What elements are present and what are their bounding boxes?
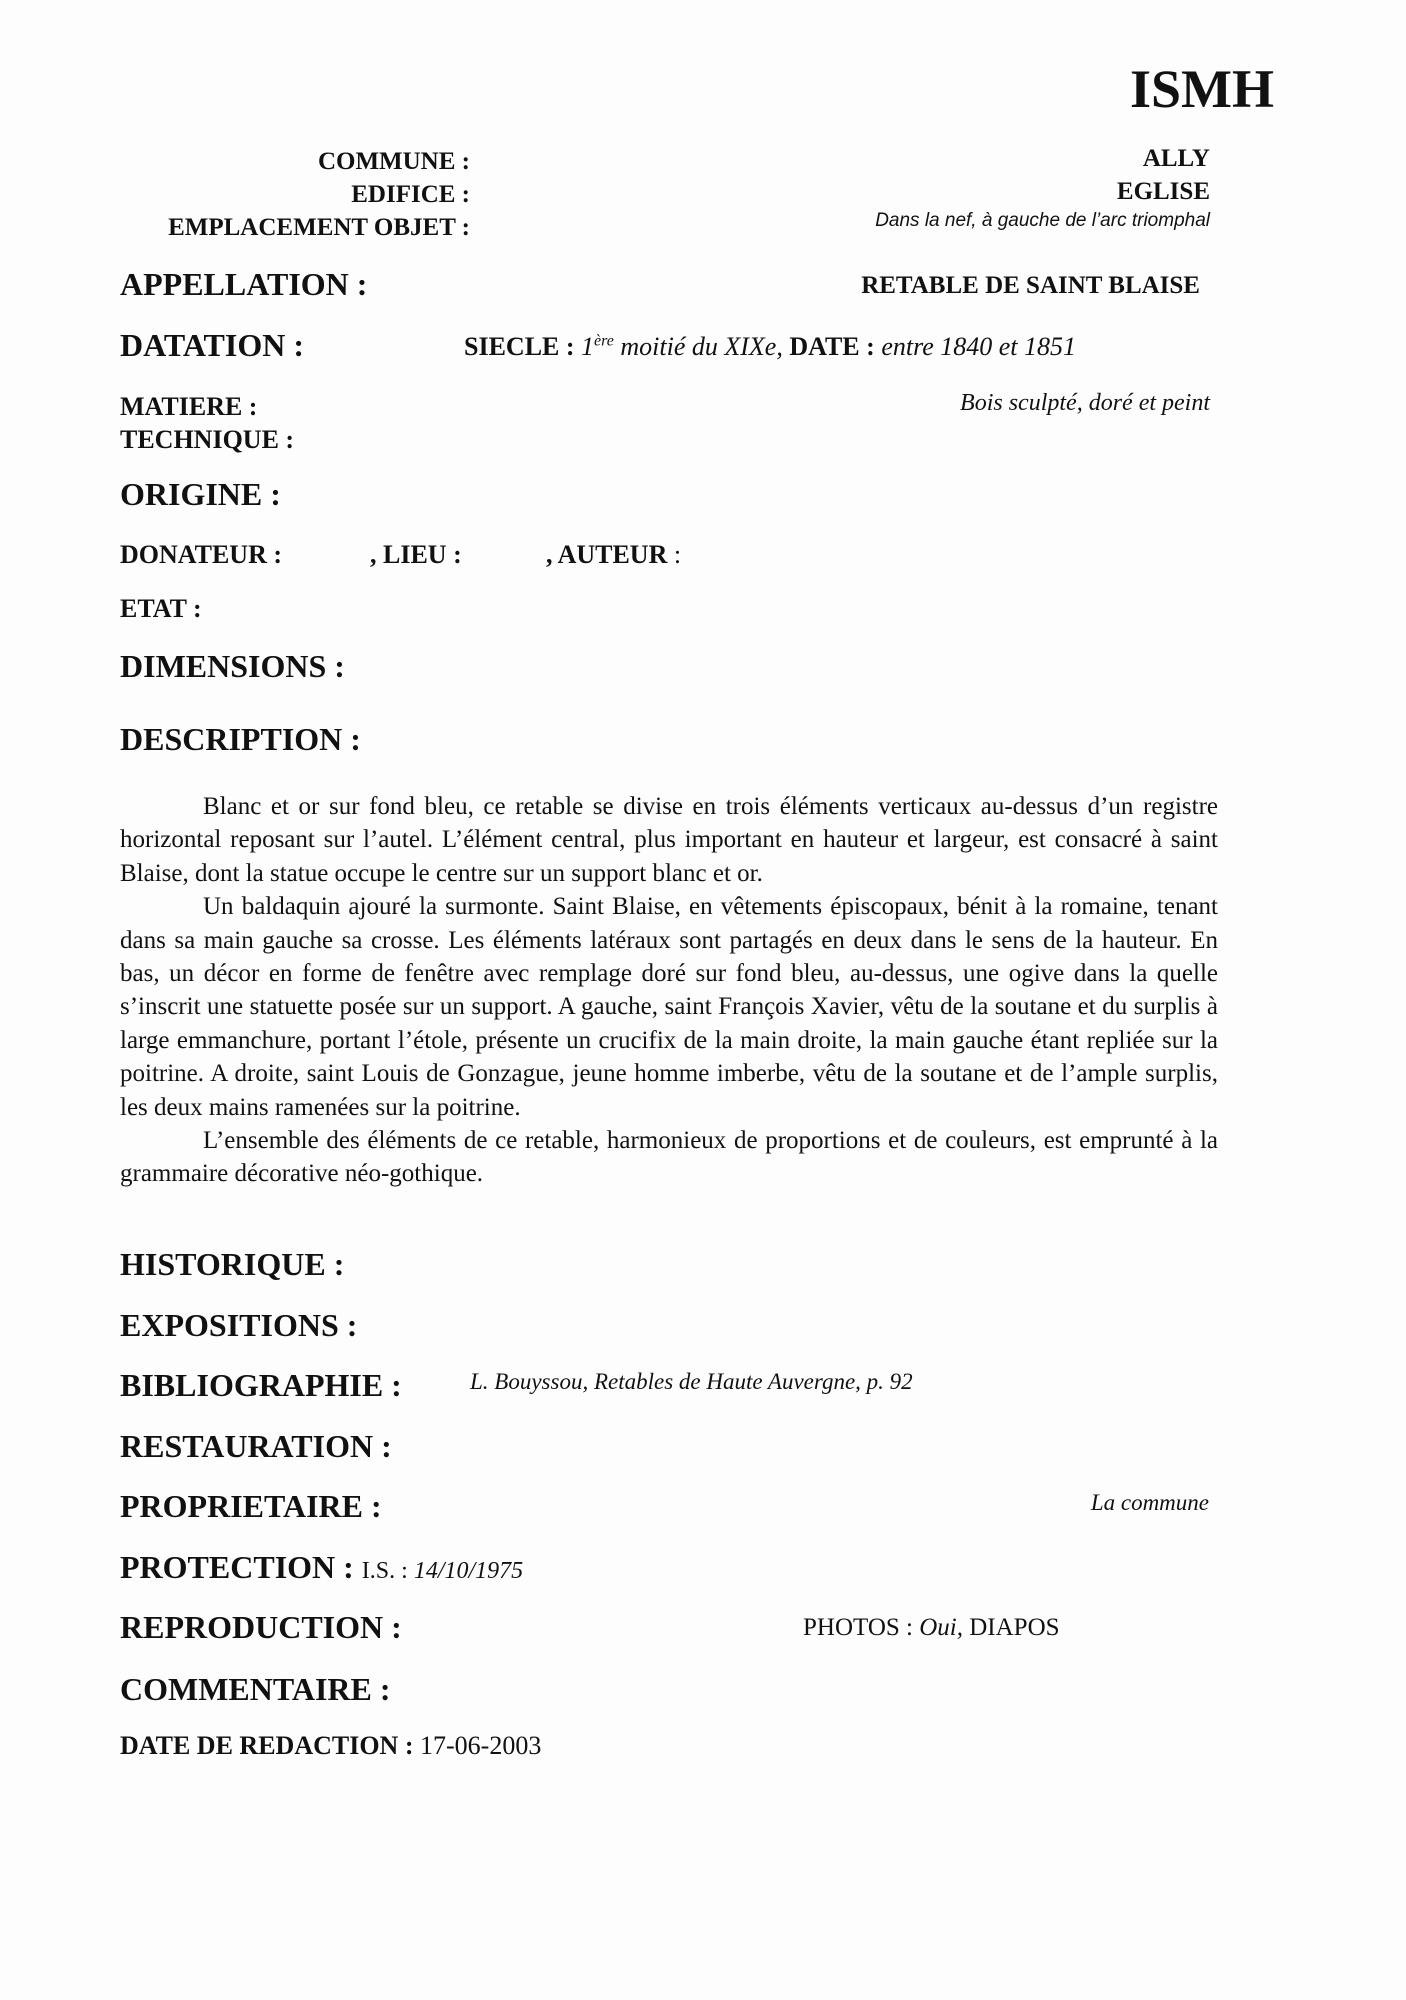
siecle-prefix: 1 [581, 332, 595, 361]
emplacement-label: EMPLACEMENT OBJET : [168, 214, 470, 241]
auteur-field [546, 540, 681, 570]
technique-label: TECHNIQUE : [120, 425, 295, 454]
protection-line [120, 1549, 523, 1586]
redaction-label: DATE DE REDACTION : [120, 1731, 420, 1760]
emplacement-value: Dans la nef, à gauche de l’arc triomphal [875, 210, 1210, 231]
description-text [120, 790, 1218, 1191]
expositions-label: EXPOSITIONS : [120, 1307, 358, 1343]
description-paragraph: L’ensemble des éléments de ce retable, harmonieux de proportions et de couleurs, est emprunté à la grammaire décorative néo-gothique. [120, 1127, 1218, 1188]
location-labels [120, 145, 470, 244]
reproduction-label: REPRODUCTION : [120, 1609, 402, 1645]
bibliographie-label: BIBLIOGRAPHIE : [120, 1367, 402, 1403]
date-value: entre 1840 et 1851 [881, 332, 1077, 361]
datation-value [464, 332, 1076, 362]
lieu-label: , LIEU : [370, 540, 462, 569]
matiere-label: MATIERE : [120, 392, 258, 421]
etat-label: ETAT : [120, 594, 202, 623]
date-label: DATE : [789, 332, 882, 361]
photos-field [803, 1614, 1060, 1642]
commune-value: ALLY [1142, 145, 1210, 172]
protection-label: PROTECTION : [120, 1549, 362, 1585]
description-paragraph: Blanc et or sur fond bleu, ce retable se divise en trois éléments verticaux au-dessus d’un registre horizontal reposant sur l’autel. L’élément central, plus important en hauteur et largeur, est consacré à saint Blaise, dont la statue occupe le centre sur un support blanc et or. [120, 793, 1218, 887]
siecle-text: moitié du XIXe, [613, 332, 790, 361]
protection-type: I.S. : [361, 1558, 414, 1584]
appellation-value: RETABLE DE SAINT BLAISE [861, 272, 1200, 299]
description-label: DESCRIPTION : [120, 721, 361, 757]
protection-date: 14/10/1975 [413, 1558, 524, 1584]
commune-label: COMMUNE : [317, 148, 470, 175]
siecle-sup: ère [594, 332, 614, 350]
commentaire-label: COMMENTAIRE : [120, 1671, 391, 1707]
donateur-label: DONATEUR : [120, 540, 283, 569]
datation-label: DATATION : [120, 327, 304, 363]
matiere-labels [120, 390, 294, 456]
restauration-label: RESTAURATION : [120, 1428, 392, 1464]
photos-value: Oui, [919, 1614, 963, 1641]
appellation-label: APPELLATION : [120, 266, 368, 302]
redaction-value: 17-06-2003 [420, 1731, 542, 1760]
document-code: ISMH [1129, 59, 1274, 119]
proprietaire-value: La commune [1090, 1490, 1209, 1515]
dimensions-label: DIMENSIONS : [120, 648, 345, 684]
edifice-value: EGLISE [1116, 178, 1210, 205]
proprietaire-label: PROPRIETAIRE : [120, 1488, 382, 1524]
redaction-line [120, 1731, 541, 1761]
siecle-label: SIECLE : [464, 332, 582, 361]
edifice-label: EDIFICE : [351, 181, 470, 208]
bibliographie-value: L. Bouyssou, Retables de Haute Auvergne, p. 92 [470, 1369, 913, 1394]
origine-label: ORIGINE : [120, 476, 281, 512]
description-paragraph: Un baldaquin ajouré la surmonte. Saint Blaise, en vêtements épiscopaux, bénit à la romaine, tenant dans sa main gauche sa crosse. Les éléments latéraux sont partagés en deux dans le sens de la hauteur. En bas, un décor en forme de fenêtre avec remplage doré sur fond bleu, au-dessus, une ogive dans la quelle s’inscrit une statuette posée sur un support. A gauche, saint François Xavier, vêtu de la soutane et du surplis à large emmanchure, portant l’étole, présente un crucifix de la main droite, la main gauche étant repliée sur la poitrine. A droite, saint Louis de Gonzague, jeune homme imberbe, vêtu de la soutane et de l’ample surplis, les deux mains ramenées sur la poitrine. [120, 893, 1218, 1121]
auteur-colon: : [667, 540, 682, 569]
auteur-label: , AUTEUR [546, 540, 668, 569]
diapos-value: DIAPOS [963, 1614, 1060, 1641]
photos-label: PHOTOS : [803, 1614, 920, 1641]
historique-label: HISTORIQUE : [120, 1246, 345, 1282]
matiere-value: Bois sculpté, doré et peint [960, 390, 1210, 416]
